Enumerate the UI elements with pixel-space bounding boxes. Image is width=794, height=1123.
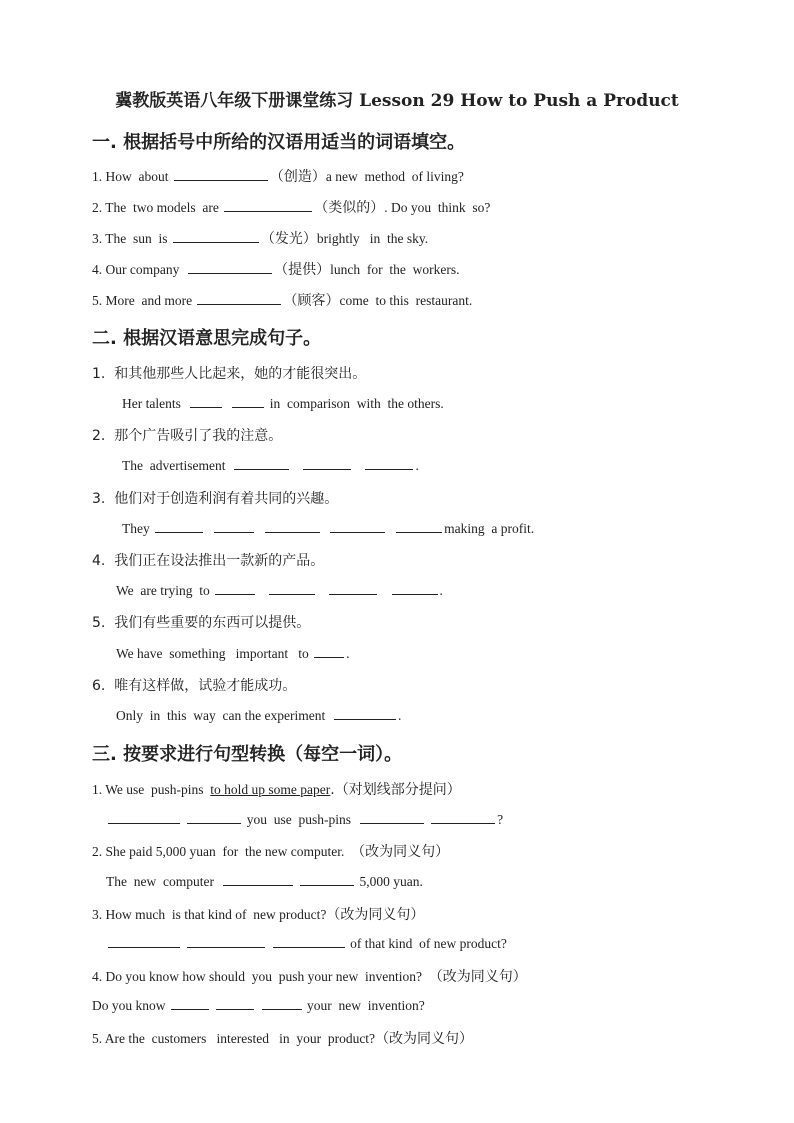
answer-blank[interactable]: [334, 707, 396, 720]
s3-item-1-text: 1. We use push-pins: [92, 782, 211, 797]
answer-blank[interactable]: [188, 261, 272, 274]
answer-blank[interactable]: [155, 520, 203, 533]
s2-item-5-en-text: We have something important to: [116, 646, 309, 661]
answer-blank[interactable]: [232, 395, 264, 408]
s1-item-2-text: 2. The two models are: [92, 200, 223, 215]
s3-item-3-text: 3. How much is that kind of new product?: [92, 907, 327, 922]
answer-blank[interactable]: [223, 873, 293, 886]
s1-item-5-hint: （顾客）: [283, 293, 340, 309]
answer-blank[interactable]: [269, 582, 315, 595]
answer-blank[interactable]: [365, 457, 413, 470]
s1-item-1-text: 1. How about: [92, 169, 172, 184]
answer-blank[interactable]: [300, 873, 354, 886]
s2-item-2-en-tail: .: [415, 458, 419, 473]
answer-blank[interactable]: [187, 935, 265, 948]
s1-item-3: [92, 228, 428, 248]
s1-item-3-hint: （发光）: [260, 231, 317, 247]
answer-blank[interactable]: [190, 395, 222, 408]
s3-item-2-instruction: （改为同义句）: [351, 844, 450, 860]
s2-item-1-en: [122, 395, 444, 412]
s1-item-4-text: 4. Our company: [92, 262, 187, 277]
s2-item-5-en-tail: .: [346, 646, 350, 661]
s3-item-5-question: [92, 1028, 473, 1048]
s2-item-3-en-tail: making a profit.: [444, 521, 535, 536]
s1-item-5: [92, 290, 472, 310]
s1-item-2: [92, 197, 490, 217]
s2-item-4-cn: 4. 我们正在设法推出一款新的产品。: [92, 553, 325, 569]
s1-item-5-text: 5. More and more: [92, 293, 196, 308]
s1-item-2-tail: . Do you think so?: [384, 200, 491, 215]
answer-blank[interactable]: [314, 645, 344, 658]
answer-blank[interactable]: [224, 199, 312, 212]
s3-item-4-instruction: （改为同义句）: [428, 969, 527, 985]
answer-blank[interactable]: [173, 230, 259, 243]
answer-blank[interactable]: [392, 582, 438, 595]
s2-item-4-en: [116, 582, 443, 599]
s3-item-1-answer: [106, 811, 503, 828]
s2-item-5-en: [116, 645, 350, 662]
answer-blank[interactable]: [330, 520, 385, 533]
s3-item-1-instruction: .（对划线部分提问）: [330, 782, 461, 798]
s3-item-4-answer: [92, 997, 425, 1014]
answer-blank[interactable]: [108, 811, 180, 824]
s3-item-4-answer-text: Do you know: [92, 998, 166, 1013]
s2-item-6-cn: 6. 唯有这样做，试验才能成功。: [92, 678, 297, 694]
s2-item-3-en-text: They: [122, 521, 150, 536]
s3-item-3-answer: [106, 935, 507, 952]
s2-item-1-en-text: Her talents: [122, 396, 181, 411]
answer-blank[interactable]: [197, 292, 281, 305]
s2-item-6-en-tail: .: [397, 708, 402, 723]
s1-item-1: [92, 166, 464, 186]
answer-blank[interactable]: [431, 811, 495, 824]
s3-item-1-question: [92, 779, 461, 799]
worksheet-title: 冀教版英语八年级下册课堂练习 Lesson 29 How to Push a Product: [115, 91, 679, 111]
s3-item-1-underlined: to hold up some paper: [210, 782, 331, 797]
s3-item-2-answer-tail: 5,000 yuan.: [359, 874, 423, 889]
s2-item-2-en-text: The advertisement: [122, 458, 226, 473]
s2-item-3-en: [122, 520, 534, 537]
s1-item-3-tail: brightly in the sky.: [316, 231, 429, 246]
answer-blank[interactable]: [171, 997, 209, 1010]
s1-item-5-tail: come to this restaurant.: [339, 293, 473, 308]
s3-item-4-answer-tail: your new invention?: [307, 998, 425, 1013]
answer-blank[interactable]: [265, 520, 320, 533]
s3-item-5-instruction: （改为同义句）: [375, 1031, 474, 1047]
s3-item-4-text: 4. Do you know how should you push your new invention?: [92, 969, 429, 984]
s1-item-1-hint: （创造）: [269, 169, 326, 185]
s1-item-4-tail: lunch for the workers.: [330, 262, 460, 277]
section-3-heading: 三. 按要求进行句型转换（每空一词）。: [92, 744, 403, 765]
answer-blank[interactable]: [360, 811, 424, 824]
section-1-heading: 一. 根据括号中所给的汉语用适当的词语填空。: [92, 132, 466, 153]
s3-item-2-answer-text: The new computer: [106, 874, 214, 889]
answer-blank[interactable]: [214, 520, 254, 533]
s2-item-4-en-text: We are trying to: [116, 583, 210, 598]
s3-item-1-answer-text: you use push-pins: [246, 812, 351, 827]
answer-blank[interactable]: [215, 582, 255, 595]
s2-item-1-en-tail: in comparison with the others.: [269, 396, 444, 411]
answer-blank[interactable]: [234, 457, 289, 470]
s1-item-4: [92, 259, 459, 279]
answer-blank[interactable]: [303, 457, 351, 470]
s3-item-3-instruction: （改为同义句）: [326, 907, 425, 923]
s1-item-1-tail: a new method of living?: [325, 169, 464, 184]
s3-item-2-answer: [106, 873, 423, 890]
answer-blank[interactable]: [216, 997, 254, 1010]
answer-blank[interactable]: [108, 935, 180, 948]
s3-item-2-question: [92, 841, 449, 861]
answer-blank[interactable]: [187, 811, 241, 824]
s3-item-5-text: 5. Are the customers interested in your product?: [92, 1031, 376, 1046]
s3-item-3-question: [92, 904, 424, 924]
section-2-heading: 二. 根据汉语意思完成句子。: [92, 328, 322, 349]
answer-blank[interactable]: [329, 582, 377, 595]
answer-blank[interactable]: [174, 168, 268, 181]
s3-item-4-question: [92, 966, 527, 986]
answer-blank[interactable]: [396, 520, 442, 533]
s3-item-2-text: 2. She paid 5,000 yuan for the new computer.: [92, 844, 352, 859]
s2-item-1-cn: 1. 和其他那些人比起来，她的才能很突出。: [92, 366, 367, 382]
s2-item-6-en: [116, 707, 401, 724]
s2-item-6-en-text: Only in this way can the experiment: [116, 708, 326, 723]
s2-item-5-cn: 5. 我们有些重要的东西可以提供。: [92, 615, 311, 631]
s1-item-4-hint: （提供）: [274, 262, 331, 278]
s2-item-2-cn: 2. 那个广告吸引了我的注意。: [92, 428, 283, 444]
s3-item-3-answer-tail: of that kind of new product?: [350, 936, 507, 951]
s3-item-1-answer-tail: ?: [497, 812, 504, 827]
s1-item-2-hint: （类似的）: [314, 200, 385, 216]
s2-item-2-en: [122, 457, 419, 474]
answer-blank[interactable]: [262, 997, 302, 1010]
s1-item-3-text: 3. The sun is: [92, 231, 171, 246]
s2-item-3-cn: 3. 他们对于创造利润有着共同的兴趣。: [92, 491, 339, 507]
s2-item-4-en-tail: .: [439, 583, 443, 598]
answer-blank[interactable]: [273, 935, 345, 948]
